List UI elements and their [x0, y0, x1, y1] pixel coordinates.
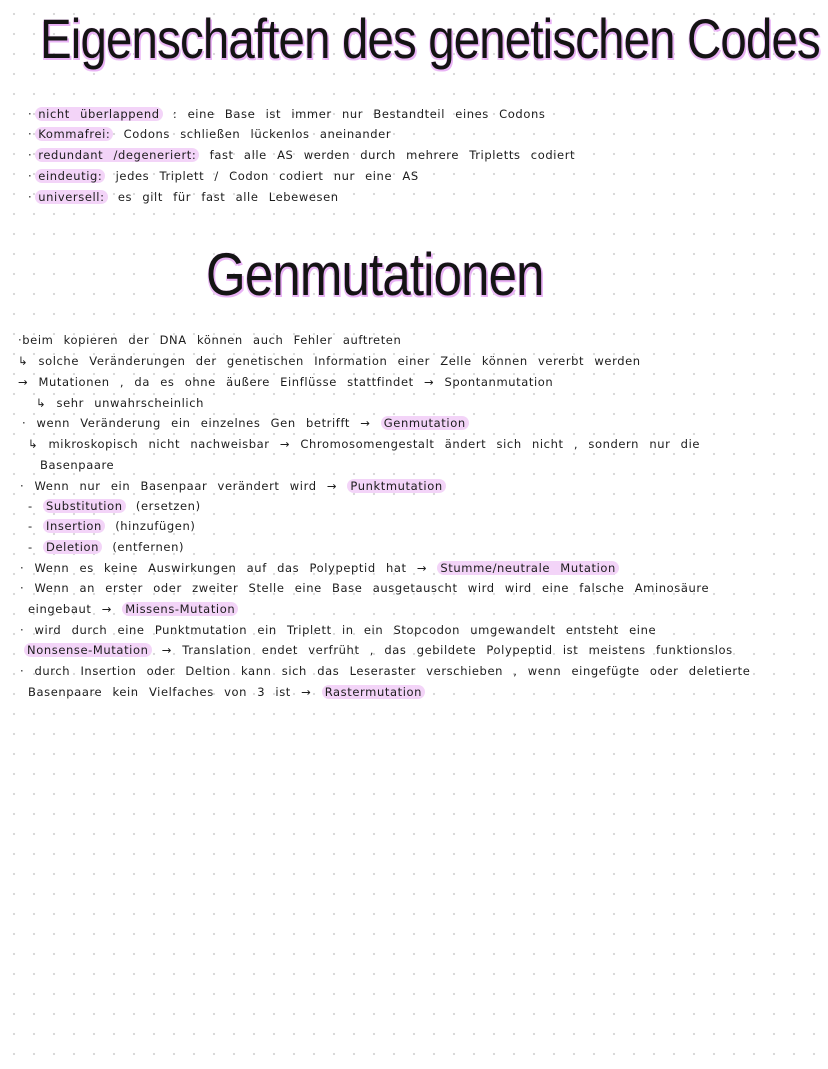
- property-description: es gilt für fast alle Lebewesen: [117, 190, 339, 204]
- highlighted-term: Kommafrei:: [35, 127, 113, 141]
- page-title: Eigenschaften des genetischen Codes: [40, 7, 820, 70]
- property-description: jedes Triplett / Codon codiert nur eine AS: [115, 169, 419, 183]
- mutation-line: [18, 332, 401, 348]
- line-text-after: → Translation endet verfrüht , das gebildete Polypeptid ist meistens funktionslos: [161, 643, 733, 657]
- section-title: Genmutationen: [206, 241, 544, 308]
- mutation-line: [18, 353, 641, 369]
- mutation-line: [40, 457, 114, 473]
- highlighted-term: Substitution: [43, 499, 126, 513]
- mutation-line: [28, 684, 425, 700]
- mutation-line: [22, 415, 469, 431]
- highlighted-term: nicht überlappend: [35, 107, 162, 121]
- highlighted-term: Nonsense-Mutation: [24, 643, 152, 657]
- property-line: [28, 126, 391, 142]
- bullet-mark: ·: [28, 169, 33, 183]
- line-text-after: (entfernen): [112, 540, 185, 554]
- line-text: · wenn Veränderung ein einzelnes Gen betrifft →: [22, 416, 371, 430]
- property-description: fast alle AS werden durch mehrere Tripletts codiert: [209, 148, 576, 162]
- bullet-mark: ·: [28, 148, 33, 162]
- line-text: -: [28, 499, 33, 513]
- line-text: Basenpaare: [40, 458, 115, 472]
- property-description: : eine Base ist immer nur Bestandteil eines Codons: [172, 107, 546, 121]
- mutation-line: [36, 395, 204, 411]
- mutation-line: [28, 518, 195, 534]
- line-text: · Wenn es keine Auswirkungen auf das Polypeptid hat →: [20, 561, 428, 575]
- mutation-line: [20, 560, 619, 576]
- highlighted-term: Insertion: [43, 519, 105, 533]
- highlighted-term: Missens-Mutation: [122, 602, 238, 616]
- mutation-line: [20, 622, 656, 638]
- property-line: [28, 147, 575, 163]
- line-text: Basenpaare kein Vielfaches von 3 ist →: [28, 685, 312, 699]
- mutation-line: [24, 642, 733, 658]
- mutation-line: [20, 580, 709, 596]
- line-text: · wird durch eine Punktmutation ein Triplett in ein Stopcodon umgewandelt entsteht eine: [20, 623, 657, 637]
- mutation-line: [28, 498, 201, 514]
- bullet-mark: ·: [28, 127, 33, 141]
- line-text: ·beim kopieren der DNA können auch Fehler auftreten: [18, 333, 402, 347]
- highlighted-term: Deletion: [43, 540, 102, 554]
- highlighted-term: Rastermutation: [322, 685, 425, 699]
- line-text: · Wenn nur ein Basenpaar verändert wird →: [20, 479, 338, 493]
- highlighted-term: eindeutig:: [35, 169, 105, 183]
- line-text: · Wenn an erster oder zweiter Stelle eine Base ausgetauscht wird wird eine falsche Aminosäure: [20, 581, 710, 595]
- line-text: eingebaut →: [28, 602, 112, 616]
- highlighted-term: Genmutation: [381, 416, 469, 430]
- property-description: Codons schließen lückenlos aneinander: [123, 127, 392, 141]
- mutation-line: [18, 374, 553, 390]
- line-text: -: [28, 519, 33, 533]
- property-line: [28, 189, 339, 205]
- line-text: ↳ sehr unwahrscheinlich: [36, 396, 205, 410]
- mutation-line: [20, 478, 446, 494]
- bullet-mark: ·: [28, 190, 33, 204]
- highlighted-term: Punktmutation: [347, 479, 445, 493]
- property-line: [28, 168, 419, 184]
- highlighted-term: Stumme/neutrale Mutation: [437, 561, 619, 575]
- line-text: -: [28, 540, 33, 554]
- mutation-line: [28, 539, 184, 555]
- highlighted-term: universell:: [35, 190, 107, 204]
- line-text: ↳ solche Veränderungen der genetischen Information einer Zelle können vererbt werden: [18, 354, 641, 368]
- mutation-line: [20, 663, 750, 679]
- line-text: · durch Insertion oder Deltion kann sich das Leseraster verschieben , wenn eingefügte oder deletierte: [20, 664, 751, 678]
- property-line: [28, 106, 545, 122]
- mutation-line: [28, 436, 700, 452]
- line-text: → Mutationen , da es ohne äußere Einflüsse stattfindet → Spontanmutation: [18, 375, 554, 389]
- highlighted-term: redundant /degeneriert:: [35, 148, 199, 162]
- line-text-after: (ersetzen): [135, 499, 201, 513]
- mutation-line: [28, 601, 238, 617]
- bullet-mark: ·: [28, 107, 33, 121]
- line-text-after: (hinzufügen): [115, 519, 196, 533]
- line-text: ↳ mikroskopisch nicht nachweisbar → Chromosomengestalt ändert sich nicht , sondern nur die: [28, 437, 701, 451]
